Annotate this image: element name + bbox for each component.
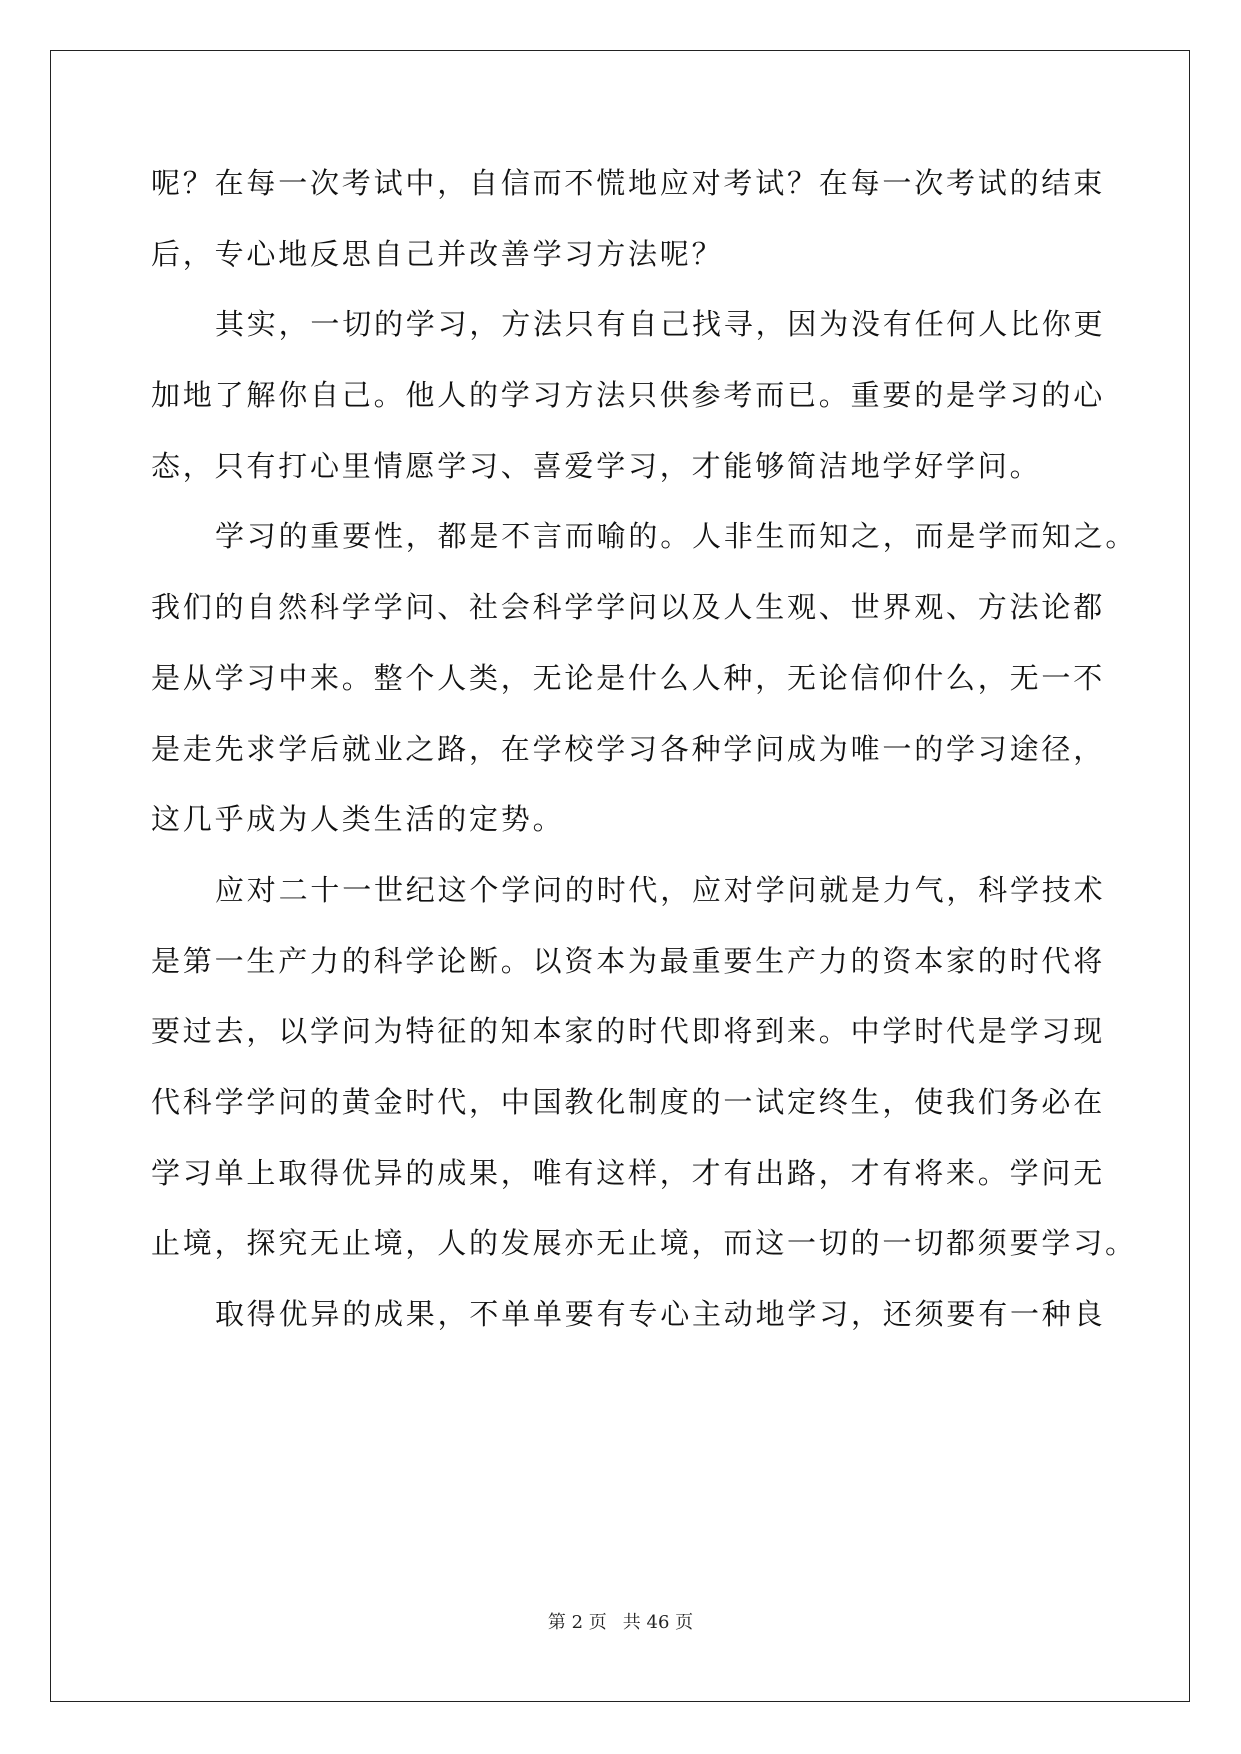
text-line-8: 是从学习中来。整个人类，无论是什么人种，无论信仰什么，无一不	[151, 660, 1106, 695]
text-line-9: 是走先求学后就业之路，在学校学习各种学问成为唯一的学习途径，	[151, 731, 1106, 766]
text-line-17: 取得优异的成果，不单单要有专心主动地学习，还须要有一种良	[215, 1297, 1106, 1331]
text-line-2: 后，专心地反思自己并改善学习方法呢？	[151, 236, 724, 271]
text-line-16: 止境，探究无止境，人的发展亦无止境，而这一切的一切都须要学习。	[151, 1226, 1137, 1261]
text-line-6: 学习的重要性，都是不言而喻的。人非生而知之，而是学而知之。	[215, 519, 1138, 554]
text-line-15: 学习单上取得优异的成果，唯有这样，才有出路，才有将来。学问无	[151, 1155, 1106, 1190]
text-line-1: 呢？在每一次考试中，自信而不慌地应对考试？在每一次考试的结束	[151, 166, 1106, 200]
text-line-3: 其实，一切的学习，方法只有自己找寻，因为没有任何人比你更	[215, 307, 1106, 342]
text-line-14: 代科学学问的黄金时代，中国教化制度的一试定终生，使我们务必在	[151, 1084, 1106, 1119]
text-line-13: 要过去，以学问为特征的知本家的时代即将到来。中学时代是学习现	[151, 1014, 1106, 1049]
text-line-11: 应对二十一世纪这个学问的时代，应对学问就是力气，科学技术	[215, 872, 1106, 907]
page-footer	[0, 1612, 1241, 1634]
text-line-12: 是第一生产力的科学论断。以资本为最重要生产力的资本家的时代将	[151, 943, 1106, 978]
text-line-4: 加地了解你自己。他人的学习方法只供参考而已。重要的是学习的心	[151, 378, 1106, 413]
text-line-7: 我们的自然科学学问、社会科学学问以及人生观、世界观、方法论都	[151, 590, 1106, 625]
text-line-5: 态，只有打心里情愿学习、喜爱学习，才能够简洁地学好学问。	[151, 448, 1042, 483]
page-total: 共 46 页	[622, 1612, 694, 1633]
page-number: 第 2 页	[547, 1612, 607, 1633]
document-body	[151, 163, 1138, 1365]
text-line-10: 这几乎成为人类生活的定势。	[151, 802, 565, 837]
